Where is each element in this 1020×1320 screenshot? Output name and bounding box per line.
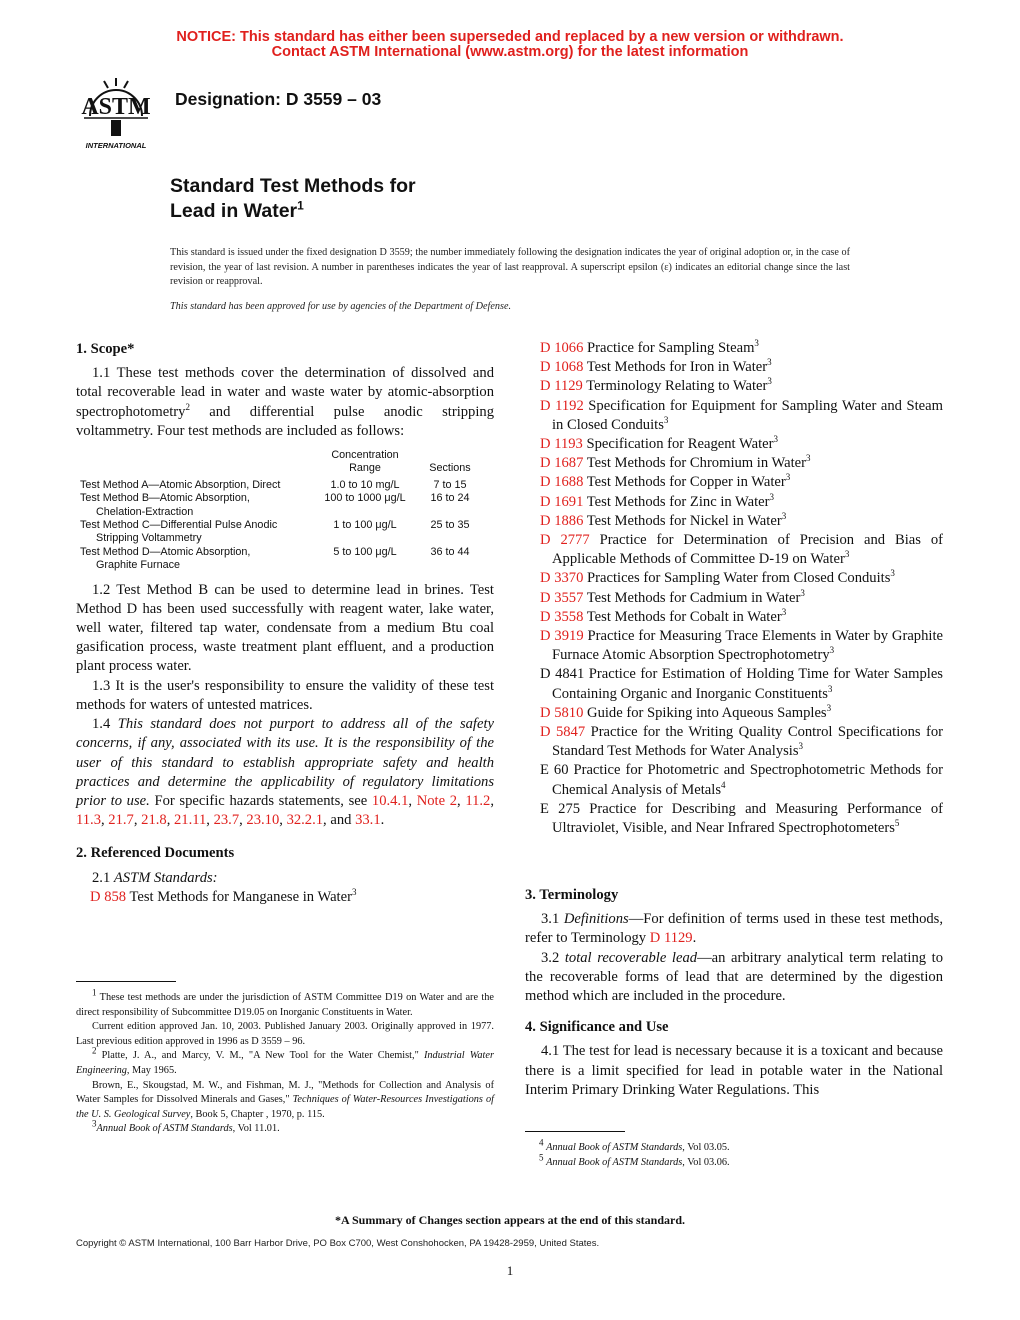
footnote-2: $^2$ Platte, J. A., and Marcy, V. M., "A New Tool for the Water Chemist," Industrial Water Engineering, May 1965. [76,1045,494,1076]
right-column-sections [525,886,943,1100]
footnotes-left [76,987,494,1137]
section-link[interactable]: 21.11 [173,812,207,829]
scope-paragraph-2: 1.2 Test Method B can be used to determine lead in brines. Test Method D has been used successfully with reagent water, lake water, well water, filtered tap water, condensate from a medium Btu coal gasification process, waste treatment plant effluent, and a production plant process water. [76,581,494,675]
section-link[interactable]: 21.8 [141,812,167,829]
reference-item: D 3919 Practice for Measuring Trace Elements in Water by Graphite Furnace Atomic Absorption Spectrophotometry$^3$ [540,628,943,664]
terminology-link[interactable]: D 1129 [649,930,693,947]
significance-paragraph-1: 4.1 The test for lead is necessary because it is a toxicant and because there is a limit specified for lead in potable water in the National Interim Primary Drinking Water Regulations. This [525,1043,943,1098]
right-column [540,339,943,838]
reference-code-link[interactable]: D 5847 [540,724,586,741]
left-column [76,340,494,907]
reference-code-link[interactable]: D 3557 [540,589,584,606]
reference-item: D 858 Test Methods for Manganese in Water$^3$ [90,886,357,905]
reference-item: D 5847 Practice for the Writing Quality Control Specifications for Standard Test Methods for Water Analysis$^3$ [540,724,943,760]
reference-item: D 5810 Guide for Spiking into Aqueous Samples$^3$ [540,703,832,721]
section-link[interactable]: 21.7 [108,812,134,829]
reference-item: D 1192 Specification for Equipment for Sampling Water and Steam in Closed Conduits$^3$ [540,397,943,433]
copyright: Copyright © ASTM International, 100 Barr Harbor Drive, PO Box C700, West Conshohocken, PA 19428-2959, United States. [76,1238,600,1249]
reference-code-link[interactable]: D 2777 [540,532,590,549]
reference-item: D 3557 Test Methods for Cadmium in Water$^3$ [540,587,805,606]
reference-code-link: D 4841 [540,666,585,683]
title-footnote-mark: 1 [297,198,304,213]
reference-code-link[interactable]: D 1066 [540,340,584,356]
approved-statement: This standard has been approved for use by agencies of the Department of Defense. [170,301,512,312]
designation: Designation: D 3559 – 03 [175,89,382,109]
reference-code-link[interactable]: D 3370 [540,570,584,587]
table-row: Test Method B—Atomic Absorption, Chelation-Extraction 100 to 1000 μg/L 16 to 24 [80,492,470,518]
section-link[interactable]: 23.10 [246,812,280,829]
table-row: Test Method A—Atomic Absorption, Direct 1.0 to 10 mg/L 7 to 15 [80,478,467,491]
astm-logo [70,72,162,152]
reference-code-link[interactable]: D 1688 [540,474,584,491]
reference-item: D 1886 Test Methods for Nickel in Water$^3$ [540,510,787,529]
title-line-2: Lead in Water [170,200,298,222]
reference-code-link[interactable]: D 3919 [540,628,584,645]
terminology-paragraph-1: 3.1 Definitions—For definition of terms used in these test methods, refer to Terminology D 1129. [525,911,943,947]
reference-item: D 3558 Test Methods for Cobalt in Water$^3$ [540,606,787,625]
footnote-divider [525,1131,625,1132]
reference-code-link[interactable]: D 1193 [540,436,583,453]
terminology-heading: 3. Terminology [525,887,619,903]
reference-item: E 60 Practice for Photometric and Spectrophotometric Methods for Chemical Analysis of Metals$^4$ [540,762,943,798]
reference-item: D 1068 Test Methods for Iron in Water$^3$ [540,357,772,376]
reference-code-link[interactable]: D 1687 [540,455,584,472]
footnote-5: $^5$ Annual Book of ASTM Standards, Vol 03.06. [539,1152,730,1168]
significance-heading: 4. Significance and Use [525,1019,669,1036]
section-link[interactable]: 10.4.1 [371,792,409,809]
page-number: 1 [506,1263,514,1278]
scope-paragraph-1: 1.1 These test methods cover the determination of dissolved and total recoverable lead in water and waste water by atomic-absorption spectrophotometry$^2$ and differential pulse anodic stripping voltammetry. Four test methods are included as follows: [76,365,494,439]
reference-code-link[interactable]: D 1886 [540,512,584,529]
reference-code-link[interactable]: D 1068 [540,359,584,376]
scope-heading: 1. Scope* [76,341,135,357]
footnote-4: $^4$ Annual Book of ASTM Standards, Vol 03.05. [539,1137,730,1153]
terminology-paragraph-2: 3.2 total recoverable lead—an arbitrary analytical term relating to the recoverable forms of lead that are determined by the digestion method which are included in the procedure. [525,949,943,1005]
reference-code-link[interactable]: D 5810 [540,704,584,721]
page-title [170,174,416,224]
reference-code-link: E 60 [540,762,569,779]
table-row: Test Method C—Differential Pulse Anodic Stripping Voltammetry 1 to 100 μg/L 25 to 35 [80,519,470,545]
reference-code-link[interactable]: D 1129 [540,378,583,395]
range-header: Concentration Range [331,449,399,475]
section-link[interactable]: 33.1 [355,812,381,829]
section-link[interactable]: 11.3 [76,812,101,829]
reference-item: E 275 Practice for Describing and Measuring Performance of Ultraviolet, Visible, and Near Infrared Spectrophotometers$^5$ [540,800,943,837]
section-link[interactable]: 11.2 [465,792,491,809]
reference-list [540,339,943,838]
reference-item: D 2777 Practice for Determination of Precision and Bias of Applicable Methods of Committee D-19 on Water$^3$ [540,532,943,568]
reference-item: D 1193 Specification for Reagent Water$^3$ [540,434,778,453]
reference-item: D 1691 Test Methods for Zinc in Water$^3$ [540,491,775,510]
reference-item: D 1687 Test Methods for Chromium in Water$^3$ [540,453,811,472]
section-link[interactable]: 32.2.1 [286,812,324,829]
reference-item: D 4841 Practice for Estimation of Holding Time for Water Samples Containing Organic and Inorganic Constituents$^3$ [540,666,943,702]
reference-item: D 1066 Practice for Sampling Steam$^3$ [540,338,759,356]
methods-table [80,449,486,573]
scope-paragraph-3: 1.3 It is the user's responsibility to ensure the validity of these test methods for waters of untested matrices. [76,677,494,713]
notice-line-1: NOTICE: This standard has either been superseded and replaced by a new version or withdrawn. [176,29,844,45]
section-link[interactable]: 23.7 [213,812,240,829]
footnote-1: $^1$ These test methods are under the jurisdiction of ASTM Committee D19 on Water and are the direct responsibility of Subcommittee D19.05 on Inorganic Constituents in Water. [76,987,494,1018]
reference-code-link[interactable]: D 1192 [540,397,584,414]
footnotes-right [525,1137,943,1170]
footnote-1-edition: Current edition approved Jan. 10, 2003. Published January 2003. Originally approved in 1977. Last previous edition approved in 1996 as D 3559 – 96. [76,1021,494,1047]
logo-text: ASTM [81,94,151,120]
reference-code-link[interactable]: D 3558 [540,608,584,625]
astm-standards-subheading: 2.1 ASTM Standards: [92,869,218,886]
reference-item: D 1688 Test Methods for Copper in Water$^3$ [540,472,791,491]
reference-code-link[interactable]: D 858 [90,888,127,905]
sections-header: Sections [429,462,471,475]
notice-line-2: Contact ASTM International (www.astm.org) for the latest information [271,44,749,60]
reference-code-link[interactable]: D 1691 [540,493,584,510]
table-row: Test Method D—Atomic Absorption, Graphite Furnace 5 to 100 μg/L 36 to 44 [80,545,470,572]
section-link[interactable]: Note 2 [416,792,458,809]
footnote-2-cont: Brown, E., Skougstad, M. W., and Fishman, M. J., "Methods for Collection and Analysis of Water Samples for Dissolved Minerals and Gases," Techniques of Water-Resources Investigations of the U. S. Geological Survey, Book 5, Chapter , 1970, p. 115. [76,1079,494,1120]
title-line-1: Standard Test Methods for [170,175,416,197]
referenced-heading: 2. Referenced Documents [76,845,235,862]
summary-of-changes-note: *A Summary of Changes section appears at the end of this standard. [334,1213,686,1227]
footnote-divider [76,981,176,982]
footnote-3: $^3$Annual Book of ASTM Standards, Vol 11.01. [92,1118,280,1135]
reference-item: D 1129 Terminology Relating to Water$^3$ [540,376,772,395]
issued-statement: This standard is issued under the fixed designation D 3559; the number immediately following the designation indicates the year of original adoption or, in the case of revision, the year of last revision. A number in parentheses indicates the year of last reapproval. A superscript epsilon (ε) indicates an editorial change since the last revision or reapproval. [170,247,850,288]
reference-item: D 3370 Practices for Sampling Water from Closed Conduits$^3$ [540,568,895,587]
logo-subtext: INTERNATIONAL [85,141,147,150]
scope-paragraph-4: 1.4 This standard does not purport to address all of the safety concerns, if any, associated with its use. It is the responsibility of the user of this standard to establish appropriate safety and health practices and determine the applicability of regulatory limitations prior to use. For specific hazards statements, see 10.4.1, Note 2, 11.2, 11.3, 21.7, 21.8, 21.11, 23.7, 23.10, 32.2.1, and 33.1. [76,716,494,829]
reference-code-link: E 275 [540,800,581,817]
